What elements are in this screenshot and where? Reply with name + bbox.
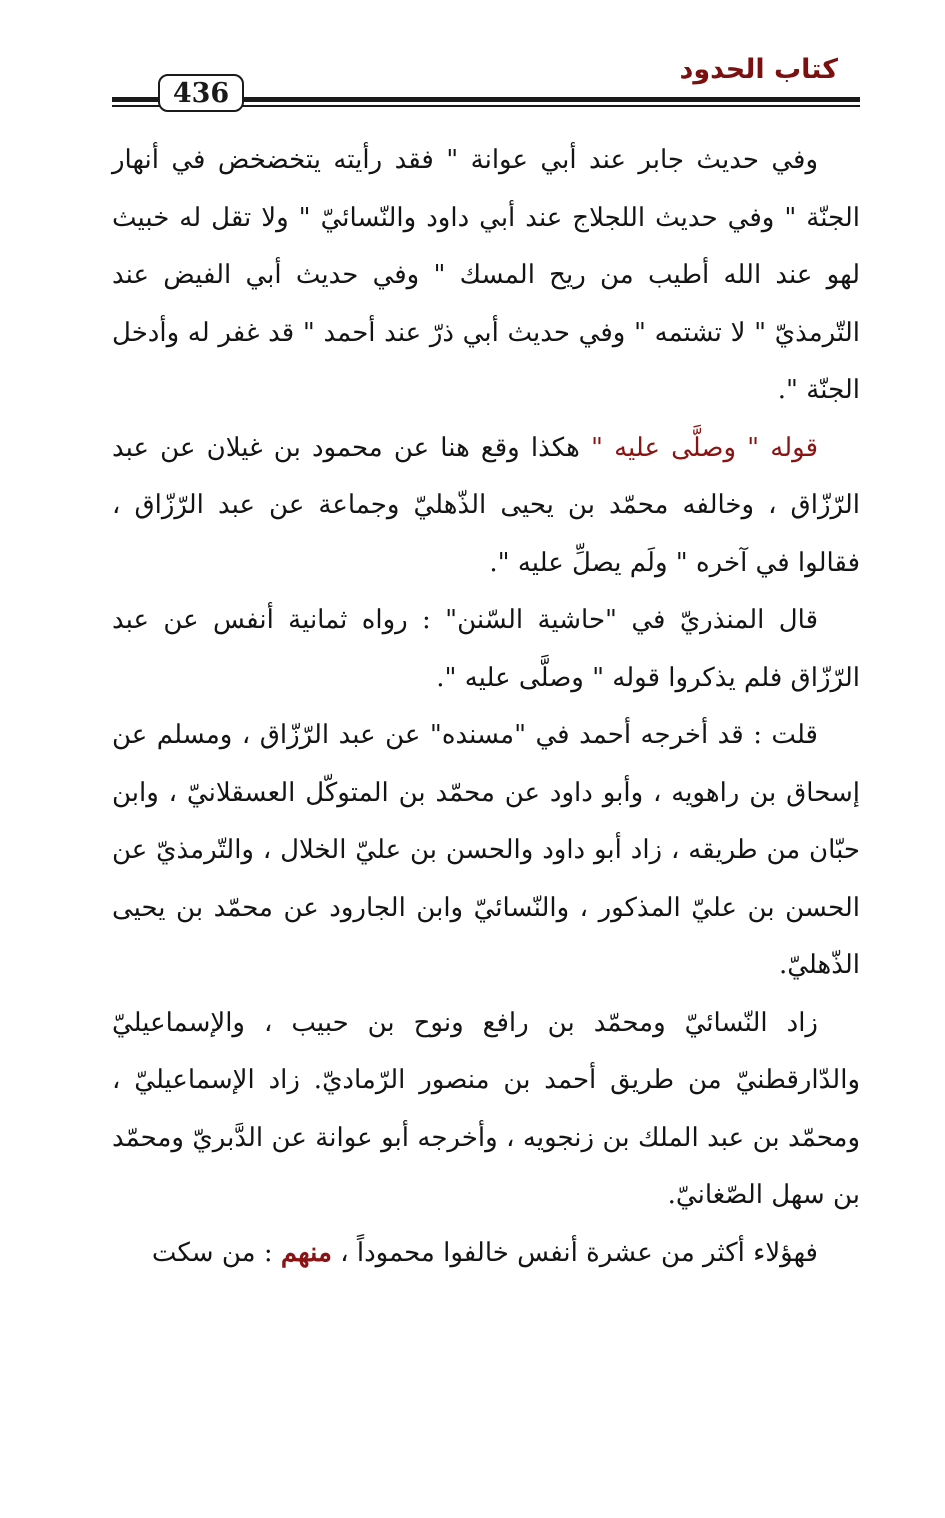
page-body [112, 132, 860, 1282]
paragraph-2 [112, 420, 860, 593]
paragraph-2-text: هكذا وقع هنا عن محمود بن غيلان عن عبد الرّزّاق ، وخالفه محمّد بن يحيى الذّهليّ وجماعة عن عبد الرّزّاق ، فقالوا في آخره " ولَم يصلِّ عليه ". [112, 432, 860, 578]
page-number: 436 [158, 74, 244, 112]
paragraph-4 [112, 707, 860, 995]
paragraph-3-text: قال المنذريّ في "حاشية السّنن" : رواه ثمانية أنفس عن عبد الرّزّاق فلم يذكروا قوله " وصلَّى عليه ". [112, 605, 860, 693]
paragraph-5-text: زاد النّسائيّ ومحمّد بن رافع ونوح بن حبيب ، والإسماعيليّ والدّارقطنيّ من طريق أحمد بن منصور الرّماديّ. زاد الإسماعيليّ ، ومحمّد بن عبد الملك بن زنجويه ، وأخرجه أبو عوانة عن الدَّبريّ ومحمّد بن سهل الصّغانيّ. [112, 1007, 860, 1210]
paragraph-4-text: قلت : قد أخرجه أحمد في "مسنده" عن عبد الرّزّاق ، ومسلم عن إسحاق بن راهويه ، وأبو داود عن محمّد بن المتوكّل العسقلانيّ ، وابن حبّان من طريقه ، زاد أبو داود والحسن بن عليّ الخلال ، والتّرمذيّ عن الحسن بن عليّ المذكور ، والنّسائيّ وابن الجارود عن محمّد بن يحيى الذّهليّ. [112, 720, 860, 980]
paragraph-6-keyword: منهم [280, 1237, 332, 1268]
paragraph-3 [112, 592, 860, 707]
book-title: كتاب الحدود [679, 54, 838, 85]
paragraph-6-text-start: فهؤلاء أكثر من عشرة أنفس خالفوا محموداً ، [331, 1237, 818, 1268]
paragraph-1 [112, 132, 860, 420]
paragraph-5 [112, 995, 860, 1225]
paragraph-1-text: وفي حديث جابر عند أبي عوانة " فقد رأيته يتخضخض في أنهار الجنّة " وفي حديث اللجلاج عند أبي داود والنّسائيّ " ولا تقل له خبيث لهو عند الله أطيب من ريح المسك " وفي حديث أبي الفيض عند التّرمذيّ " لا تشتمه " وفي حديث أبي ذرّ عند أحمد " قد غفر له وأدخل الجنّة ". [112, 145, 860, 405]
page-header [112, 50, 860, 120]
paragraph-6-text-end: : من سكت [151, 1237, 281, 1268]
paragraph-6 [112, 1225, 860, 1283]
paragraph-2-quote: قوله " وصلَّى عليه " [590, 432, 818, 463]
